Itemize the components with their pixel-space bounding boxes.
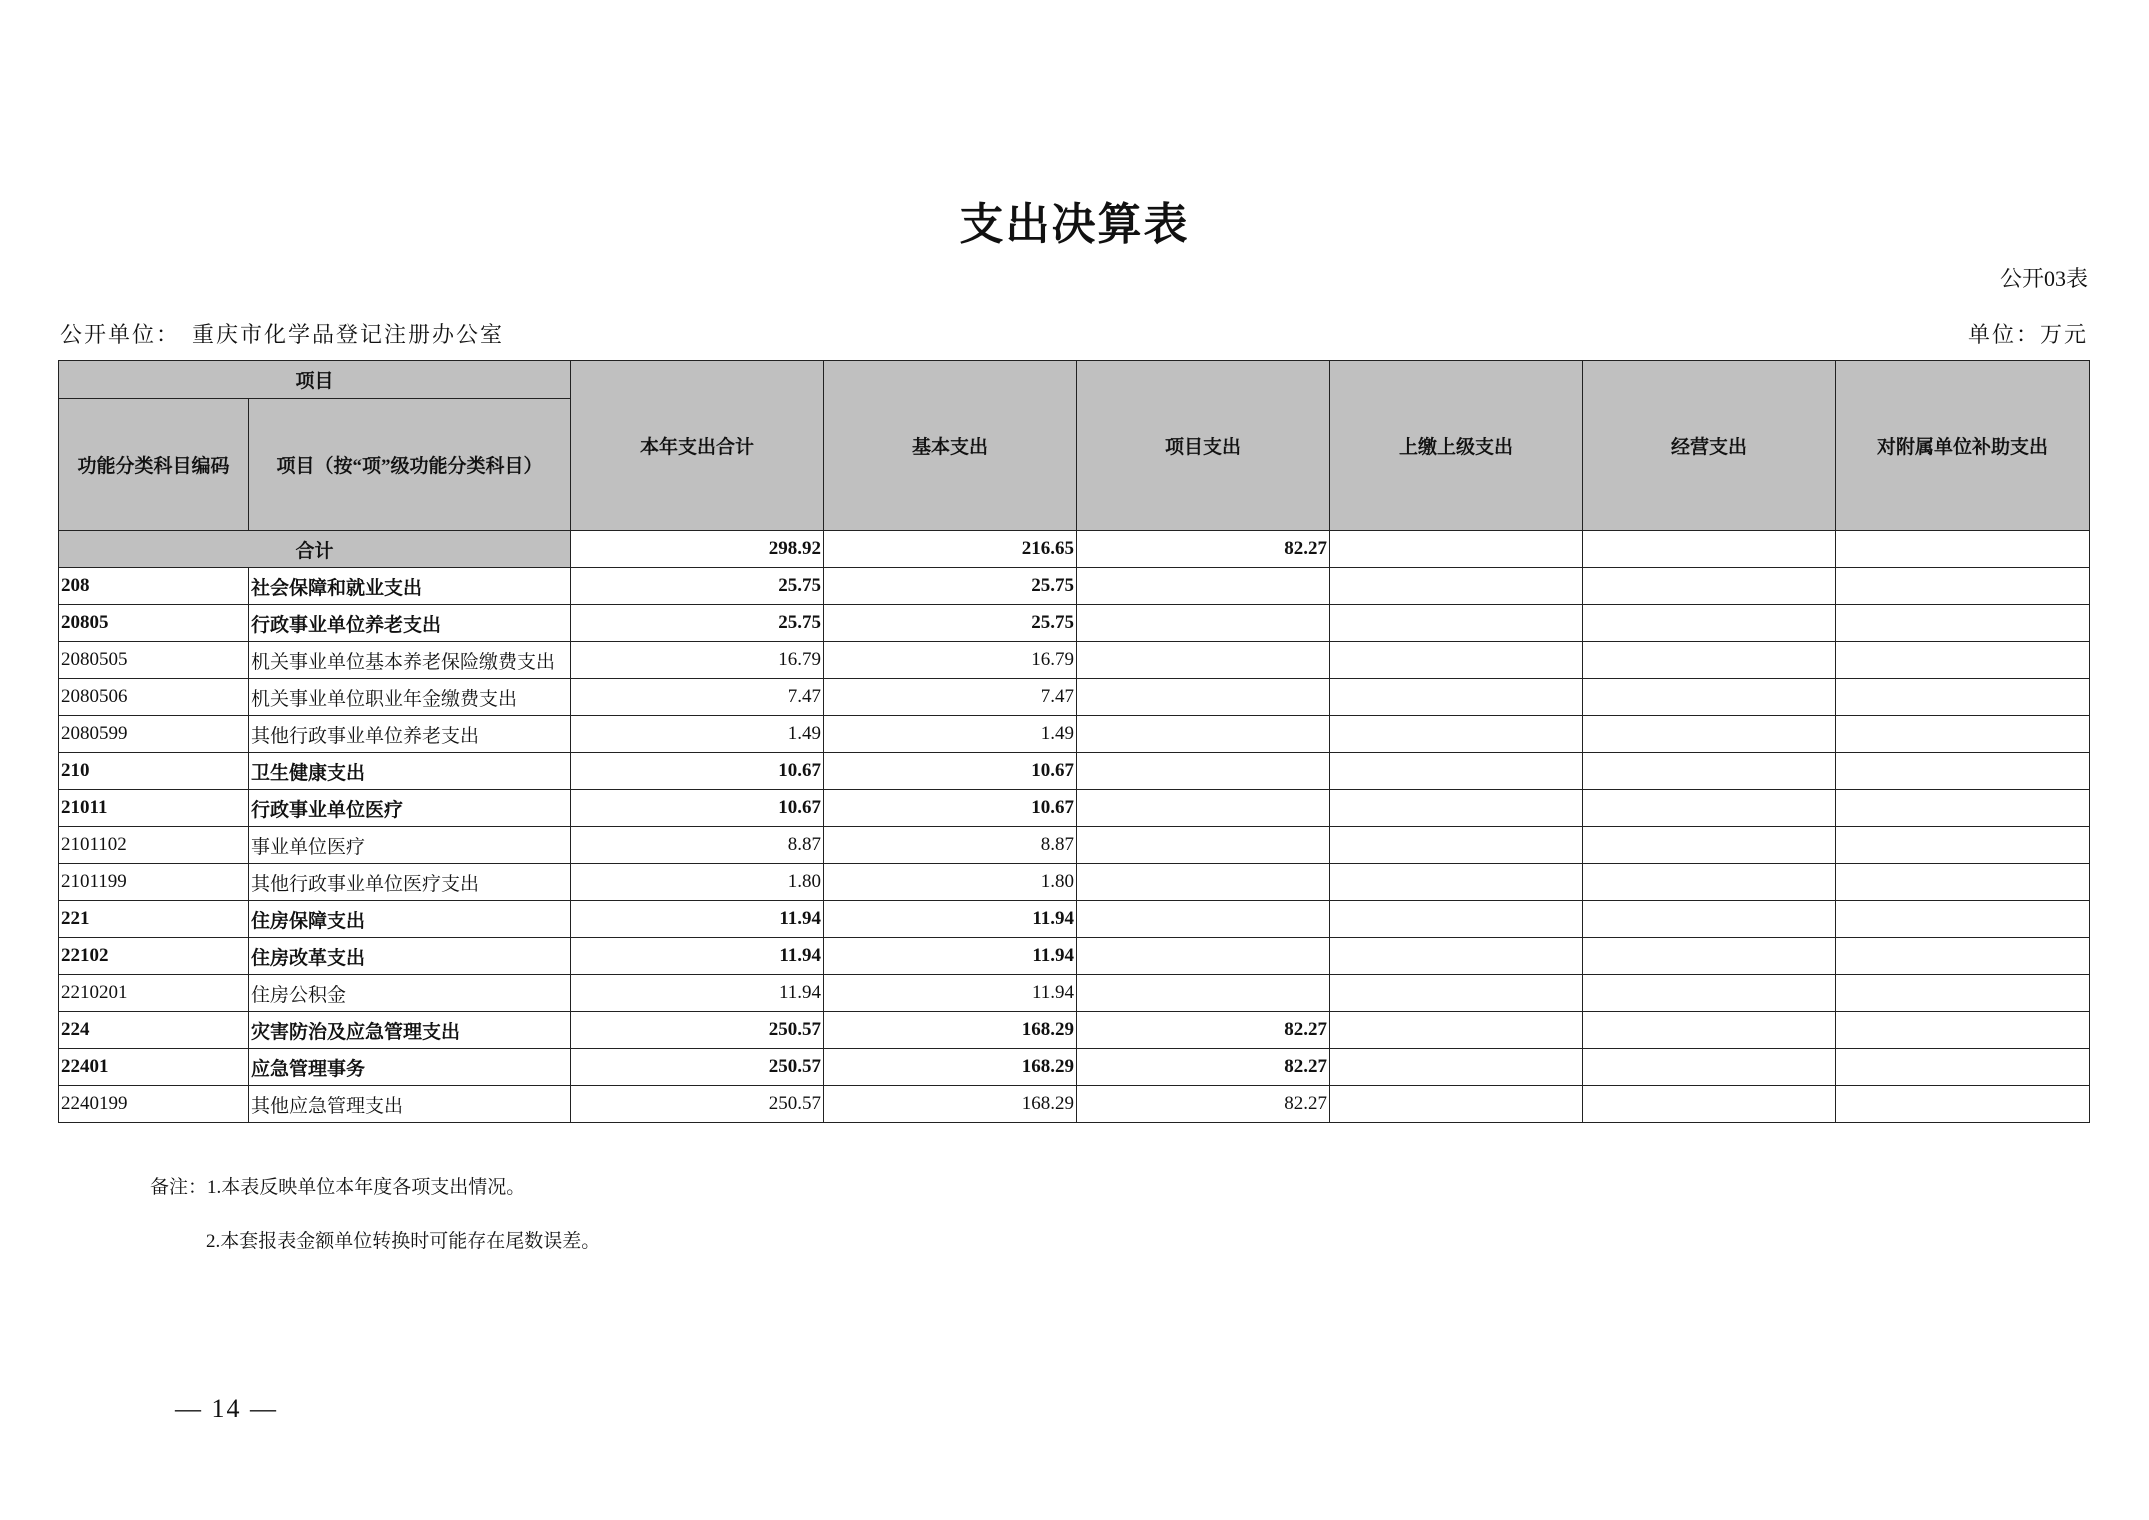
unit-info bbox=[60, 318, 504, 349]
basic-cell: 10.67 bbox=[824, 753, 1077, 790]
code-cell: 2210201 bbox=[59, 975, 249, 1012]
business-cell bbox=[1583, 938, 1836, 975]
code-cell: 21011 bbox=[59, 790, 249, 827]
business-cell bbox=[1583, 605, 1836, 642]
basic-cell: 216.65 bbox=[824, 531, 1077, 568]
upper-cell bbox=[1330, 716, 1583, 753]
table-row bbox=[59, 790, 2090, 827]
subsidy-cell bbox=[1836, 1086, 2090, 1123]
project-cell bbox=[1077, 827, 1330, 864]
project-cell bbox=[1077, 975, 1330, 1012]
basic-cell: 168.29 bbox=[824, 1012, 1077, 1049]
form-number: 公开03表 bbox=[1999, 266, 2088, 291]
subsidy-cell bbox=[1836, 901, 2090, 938]
name-cell: 事业单位医疗 bbox=[249, 827, 571, 864]
basic-cell: 168.29 bbox=[824, 1086, 1077, 1123]
subsidy-cell bbox=[1836, 568, 2090, 605]
code-cell: 224 bbox=[59, 1012, 249, 1049]
total-label: 合计 bbox=[59, 531, 571, 568]
code-cell: 221 bbox=[59, 901, 249, 938]
business-cell bbox=[1583, 864, 1836, 901]
upper-cell bbox=[1330, 531, 1583, 568]
upper-cell bbox=[1330, 864, 1583, 901]
basic-cell: 25.75 bbox=[824, 568, 1077, 605]
table-row bbox=[59, 753, 2090, 790]
business-cell bbox=[1583, 679, 1836, 716]
name-cell: 住房改革支出 bbox=[249, 938, 571, 975]
name-cell: 社会保障和就业支出 bbox=[249, 568, 571, 605]
subsidy-cell bbox=[1836, 938, 2090, 975]
total-cell: 10.67 bbox=[571, 753, 824, 790]
subsidy-cell bbox=[1836, 1049, 2090, 1086]
table-row bbox=[59, 716, 2090, 753]
basic-cell: 25.75 bbox=[824, 605, 1077, 642]
project-cell: 82.27 bbox=[1077, 1086, 1330, 1123]
project-cell bbox=[1077, 864, 1330, 901]
table-row bbox=[59, 938, 2090, 975]
business-cell bbox=[1583, 1049, 1836, 1086]
business-cell bbox=[1583, 531, 1836, 568]
total-cell: 250.57 bbox=[571, 1012, 824, 1049]
upper-cell bbox=[1330, 568, 1583, 605]
business-cell bbox=[1583, 642, 1836, 679]
table-row bbox=[59, 864, 2090, 901]
total-cell: 16.79 bbox=[571, 642, 824, 679]
upper-cell bbox=[1330, 1012, 1583, 1049]
name-cell: 行政事业单位医疗 bbox=[249, 790, 571, 827]
project-cell bbox=[1077, 605, 1330, 642]
code-cell: 210 bbox=[59, 753, 249, 790]
subsidy-cell bbox=[1836, 531, 2090, 568]
total-cell: 11.94 bbox=[571, 975, 824, 1012]
basic-cell: 10.67 bbox=[824, 790, 1077, 827]
table-row bbox=[59, 568, 2090, 605]
table-row bbox=[59, 642, 2090, 679]
subsidy-cell bbox=[1836, 864, 2090, 901]
basic-cell: 1.80 bbox=[824, 864, 1077, 901]
project-cell bbox=[1077, 716, 1330, 753]
page-number: — 14 — bbox=[175, 1394, 278, 1423]
upper-cell bbox=[1330, 1049, 1583, 1086]
project-cell: 82.27 bbox=[1077, 1049, 1330, 1086]
header-name: 项目（按“项”级功能分类科目） bbox=[249, 399, 571, 531]
total-cell: 10.67 bbox=[571, 790, 824, 827]
project-cell bbox=[1077, 901, 1330, 938]
name-cell: 住房公积金 bbox=[249, 975, 571, 1012]
upper-cell bbox=[1330, 605, 1583, 642]
basic-cell: 11.94 bbox=[824, 938, 1077, 975]
header-business: 经营支出 bbox=[1583, 361, 1836, 531]
name-cell: 应急管理事务 bbox=[249, 1049, 571, 1086]
name-cell: 其他行政事业单位医疗支出 bbox=[249, 864, 571, 901]
total-cell: 250.57 bbox=[571, 1086, 824, 1123]
upper-cell bbox=[1330, 679, 1583, 716]
project-cell bbox=[1077, 753, 1330, 790]
total-cell: 7.47 bbox=[571, 679, 824, 716]
project-cell: 82.27 bbox=[1077, 1012, 1330, 1049]
code-cell: 208 bbox=[59, 568, 249, 605]
code-cell: 2080599 bbox=[59, 716, 249, 753]
table-row bbox=[59, 605, 2090, 642]
unit-value: 重庆市化学品登记注册办公室 bbox=[192, 322, 505, 347]
header-project-expenditure: 项目支出 bbox=[1077, 361, 1330, 531]
code-cell: 2101102 bbox=[59, 827, 249, 864]
upper-cell bbox=[1330, 790, 1583, 827]
table-row bbox=[59, 1049, 2090, 1086]
table-row bbox=[59, 679, 2090, 716]
project-cell bbox=[1077, 938, 1330, 975]
name-cell: 卫生健康支出 bbox=[249, 753, 571, 790]
name-cell: 机关事业单位职业年金缴费支出 bbox=[249, 679, 571, 716]
total-cell: 25.75 bbox=[571, 605, 824, 642]
total-row bbox=[59, 531, 2090, 568]
basic-cell: 168.29 bbox=[824, 1049, 1077, 1086]
project-cell bbox=[1077, 568, 1330, 605]
subsidy-cell bbox=[1836, 790, 2090, 827]
project-cell bbox=[1077, 790, 1330, 827]
business-cell bbox=[1583, 716, 1836, 753]
basic-cell: 11.94 bbox=[824, 975, 1077, 1012]
business-cell bbox=[1583, 568, 1836, 605]
total-cell: 1.80 bbox=[571, 864, 824, 901]
name-cell: 机关事业单位基本养老保险缴费支出 bbox=[249, 642, 571, 679]
code-cell: 2080506 bbox=[59, 679, 249, 716]
note-2: 2.本套报表金额单位转换时可能存在尾数误差。 bbox=[206, 1231, 601, 1252]
header-total: 本年支出合计 bbox=[571, 361, 824, 531]
basic-cell: 7.47 bbox=[824, 679, 1077, 716]
upper-cell bbox=[1330, 901, 1583, 938]
basic-cell: 1.49 bbox=[824, 716, 1077, 753]
total-cell: 25.75 bbox=[571, 568, 824, 605]
code-cell: 2101199 bbox=[59, 864, 249, 901]
unit-label: 公开单位： bbox=[60, 322, 181, 347]
expenditure-table bbox=[58, 360, 2090, 1123]
upper-cell bbox=[1330, 642, 1583, 679]
subsidy-cell bbox=[1836, 975, 2090, 1012]
upper-cell bbox=[1330, 1086, 1583, 1123]
code-cell: 2240199 bbox=[59, 1086, 249, 1123]
business-cell bbox=[1583, 1086, 1836, 1123]
table-row bbox=[59, 1086, 2090, 1123]
code-cell: 2080505 bbox=[59, 642, 249, 679]
name-cell: 其他应急管理支出 bbox=[249, 1086, 571, 1123]
code-cell: 20805 bbox=[59, 605, 249, 642]
name-cell: 其他行政事业单位养老支出 bbox=[249, 716, 571, 753]
total-cell: 11.94 bbox=[571, 901, 824, 938]
business-cell bbox=[1583, 790, 1836, 827]
project-cell bbox=[1077, 642, 1330, 679]
name-cell: 灾害防治及应急管理支出 bbox=[249, 1012, 571, 1049]
header-code: 功能分类科目编码 bbox=[59, 399, 249, 531]
business-cell bbox=[1583, 1012, 1836, 1049]
header-basic: 基本支出 bbox=[824, 361, 1077, 531]
business-cell bbox=[1583, 753, 1836, 790]
upper-cell bbox=[1330, 753, 1583, 790]
total-cell: 11.94 bbox=[571, 938, 824, 975]
total-cell: 8.87 bbox=[571, 827, 824, 864]
subsidy-cell bbox=[1836, 605, 2090, 642]
table-row bbox=[59, 827, 2090, 864]
note-1: 备注：1.本表反映单位本年度各项支出情况。 bbox=[150, 1177, 526, 1198]
table-row bbox=[59, 901, 2090, 938]
project-cell: 82.27 bbox=[1077, 531, 1330, 568]
code-cell: 22102 bbox=[59, 938, 249, 975]
total-cell: 298.92 bbox=[571, 531, 824, 568]
basic-cell: 16.79 bbox=[824, 642, 1077, 679]
name-cell: 住房保障支出 bbox=[249, 901, 571, 938]
header-subsidy: 对附属单位补助支出 bbox=[1836, 361, 2090, 531]
subsidy-cell bbox=[1836, 642, 2090, 679]
upper-cell bbox=[1330, 975, 1583, 1012]
table-row bbox=[59, 1012, 2090, 1049]
business-cell bbox=[1583, 975, 1836, 1012]
name-cell: 行政事业单位养老支出 bbox=[249, 605, 571, 642]
subsidy-cell bbox=[1836, 716, 2090, 753]
total-cell: 250.57 bbox=[571, 1049, 824, 1086]
table-row bbox=[59, 975, 2090, 1012]
subsidy-cell bbox=[1836, 827, 2090, 864]
business-cell bbox=[1583, 827, 1836, 864]
subsidy-cell bbox=[1836, 1012, 2090, 1049]
subsidy-cell bbox=[1836, 753, 2090, 790]
upper-cell bbox=[1330, 938, 1583, 975]
upper-cell bbox=[1330, 827, 1583, 864]
page-title: 支出决算表 bbox=[959, 200, 1190, 249]
money-unit: 单位：万元 bbox=[1967, 322, 2088, 347]
subsidy-cell bbox=[1836, 679, 2090, 716]
header-project: 项目 bbox=[59, 361, 571, 399]
project-cell bbox=[1077, 679, 1330, 716]
business-cell bbox=[1583, 901, 1836, 938]
basic-cell: 8.87 bbox=[824, 827, 1077, 864]
total-cell: 1.49 bbox=[571, 716, 824, 753]
code-cell: 22401 bbox=[59, 1049, 249, 1086]
basic-cell: 11.94 bbox=[824, 901, 1077, 938]
header-upper: 上缴上级支出 bbox=[1330, 361, 1583, 531]
